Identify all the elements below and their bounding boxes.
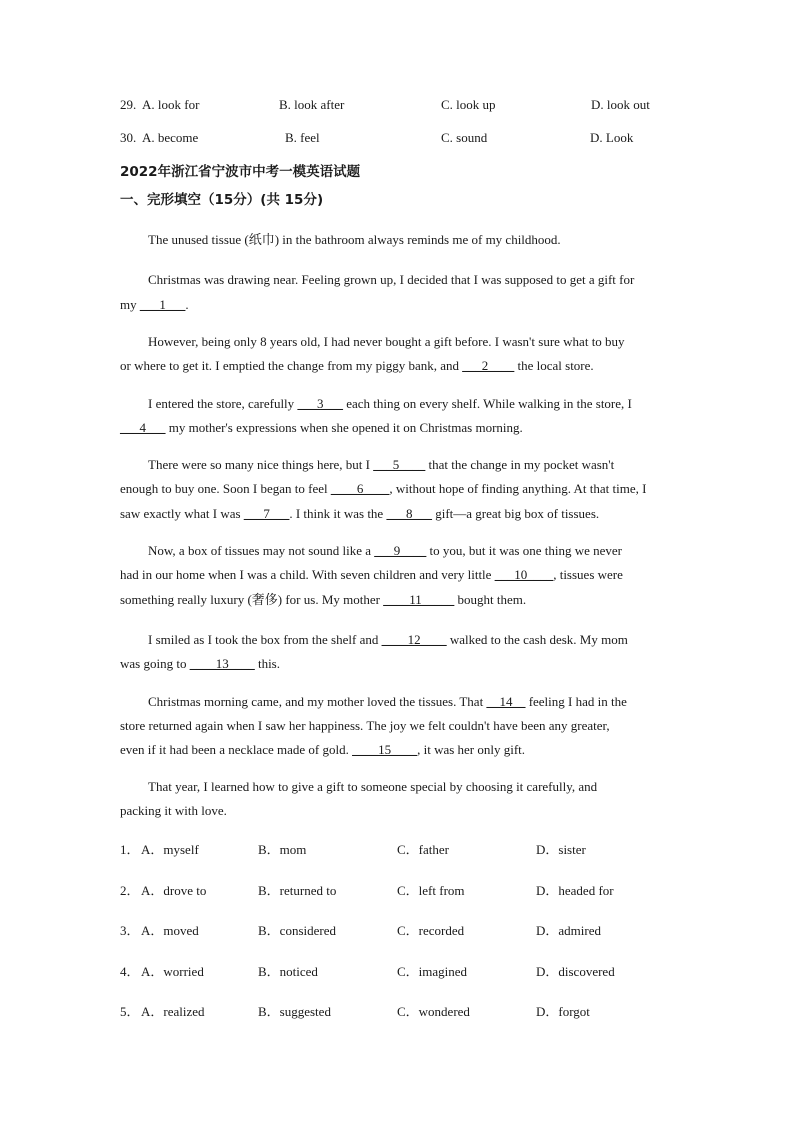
blank-6: ____6____: [330, 481, 390, 496]
question-number: 29.: [120, 97, 137, 112]
option-a: A. become: [142, 130, 199, 145]
text: each thing on every shelf. While walking in the store, I: [342, 396, 632, 411]
text: enough to buy one. Soon I began to feel: [120, 481, 331, 496]
text: was going to: [120, 656, 190, 671]
option-a: A．drove to: [141, 883, 207, 898]
text: or where to get it. I emptied the change from my piggy bank, and: [120, 358, 463, 373]
text: had in our home when I was a child. With seven children and very little: [120, 567, 495, 582]
paragraph-6-line-2: [120, 567, 623, 583]
blank-8: ___8___: [386, 506, 432, 521]
text: , it was her only gift.: [417, 742, 526, 757]
option-d: D．forgot: [536, 1004, 590, 1019]
text: this.: [254, 656, 280, 671]
paragraph-1: The unused tissue (纸巾) in the bathroom always reminds me of my childhood.: [148, 232, 561, 247]
paragraph-8-line-3: [120, 742, 525, 758]
question-number: 2．: [120, 883, 140, 898]
blank-13: ____13____: [189, 656, 255, 671]
option-c: C. sound: [441, 130, 488, 145]
text: even if it had been a necklace made of gold.: [120, 742, 353, 757]
option-c: C．imagined: [397, 964, 468, 979]
blank-4: ___4___: [120, 420, 166, 435]
text: , tissues were: [553, 567, 623, 582]
question-number: 4．: [120, 964, 140, 979]
paragraph-9-line-2: packing it with love.: [120, 803, 227, 818]
section-heading: 一、完形填空（15分）(共 15分): [120, 192, 324, 208]
paragraph-9-line-1: That year, I learned how to give a gift to someone special by choosing it carefully, and: [148, 779, 598, 794]
text: something really luxury (奢侈) for us. My mother: [120, 592, 384, 607]
exam-title: 2022年浙江省宁波市中考一模英语试题: [120, 164, 361, 180]
question-number: 1．: [120, 842, 140, 857]
option-d: D. look out: [591, 97, 650, 112]
option-d: D. Look: [590, 130, 634, 145]
text: the local store.: [514, 358, 594, 373]
option-a: A．moved: [141, 923, 199, 938]
paragraph-3-line-2: [120, 358, 594, 374]
text: that the change in my pocket wasn't: [425, 457, 615, 472]
blank-15: ____15____: [352, 742, 418, 757]
option-b: B．returned to: [258, 883, 337, 898]
option-d: D．sister: [536, 842, 586, 857]
text: my mother's expressions when she opened it on Christmas morning.: [165, 420, 523, 435]
paragraph-4-line-1: [148, 396, 632, 412]
paragraph-2-line-1: Christmas was drawing near. Feeling grown up, I decided that I was supposed to get a gift for: [148, 272, 635, 287]
option-b: B．mom: [258, 842, 307, 857]
option-a: A. look for: [142, 97, 200, 112]
text: There were so many nice things here, but I: [148, 457, 374, 472]
text: , without hope of finding anything. At that time, I: [389, 481, 647, 496]
blank-12: ____12____: [381, 632, 447, 647]
option-d: D．admired: [536, 923, 601, 938]
option-c: C．left from: [397, 883, 465, 898]
question-number: 30.: [120, 130, 137, 145]
option-d: D．headed for: [536, 883, 614, 898]
text: . I think it was the: [289, 506, 387, 521]
paragraph-6-line-3: [120, 592, 526, 608]
question-number: 3．: [120, 923, 140, 938]
paragraph-2-line-2: [120, 297, 189, 313]
text: walked to the cash desk. My mom: [446, 632, 628, 647]
text: bought them.: [454, 592, 527, 607]
text: saw exactly what I was: [120, 506, 244, 521]
text: gift—a great big box of tissues.: [431, 506, 600, 521]
paragraph-5-line-1: [148, 457, 614, 473]
text: I entered the store, carefully: [148, 396, 298, 411]
paragraph-7-line-2: [120, 656, 280, 672]
paragraph-6-line-1: [148, 543, 622, 559]
question-number: 5．: [120, 1004, 140, 1019]
text: feeling I had in the: [525, 694, 627, 709]
blank-7: ___7___: [243, 506, 290, 521]
paragraph-3-line-1: However, being only 8 years old, I had never bought a gift before. I wasn't sure what to buy: [148, 334, 625, 349]
paragraph-8-line-2: store returned again when I saw her happiness. The joy we felt couldn't have been any greater,: [120, 718, 610, 733]
option-a: A．worried: [141, 964, 204, 979]
option-b: B. feel: [285, 130, 320, 145]
text: I smiled as I took the box from the shelf and: [148, 632, 382, 647]
text: Christmas morning came, and my mother loved the tissues. That: [148, 694, 487, 709]
option-c: C．father: [397, 842, 449, 857]
text: .: [185, 297, 189, 312]
option-a: A．myself: [141, 842, 199, 857]
blank-9: ___9____: [374, 543, 427, 558]
option-b: B．suggested: [258, 1004, 331, 1019]
option-d: D．discovered: [536, 964, 615, 979]
text: to you, but it was one thing we never: [426, 543, 622, 558]
blank-2: ___2____: [462, 358, 515, 373]
paragraph-5-line-2: [120, 481, 646, 497]
blank-5: ___5____: [373, 457, 426, 472]
paragraph-7-line-1: [148, 632, 628, 648]
blank-11: ____11_____: [383, 592, 455, 607]
option-b: B. look after: [279, 97, 345, 112]
text: Now, a box of tissues may not sound like a: [148, 543, 375, 558]
option-c: C．wondered: [397, 1004, 470, 1019]
text: my: [120, 297, 140, 312]
blank-3: ___3___: [297, 396, 343, 411]
option-b: B．noticed: [258, 964, 318, 979]
option-b: B．considered: [258, 923, 336, 938]
blank-14: __14__: [486, 694, 526, 709]
blank-1: ___1___: [139, 297, 186, 312]
paragraph-8-line-1: [148, 694, 627, 710]
paragraph-4-line-2: [120, 420, 523, 436]
paragraph-5-line-3: [120, 506, 599, 522]
option-c: C．recorded: [397, 923, 465, 938]
option-a: A．realized: [141, 1004, 205, 1019]
option-c: C. look up: [441, 97, 496, 112]
blank-10: ___10____: [494, 567, 554, 582]
